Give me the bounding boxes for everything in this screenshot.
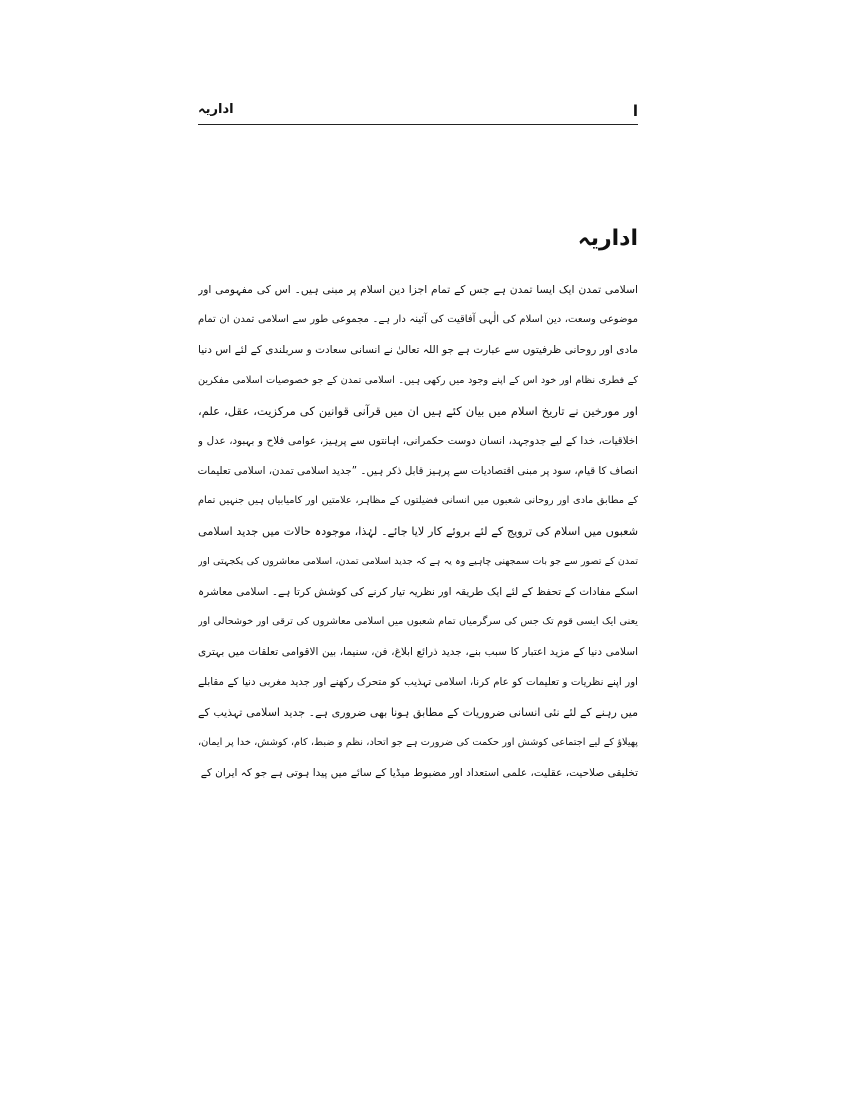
body-line: کے مطابق مادی اور روحانی شعبوں میں انسانی فضیلتوں کے مظاہر، علامتیں اور کامیابیاں ہیں جنہیں تمام: [198, 495, 638, 507]
page-number: ا: [632, 102, 638, 120]
article-title: اداریہ: [577, 226, 638, 251]
running-header: [198, 100, 638, 125]
body-line: پھیلاؤ کے لیے اجتماعی کوشش اور حکمت کی ضرورت ہے جو اتحاد، نظم و ضبط، کام، کوشش، خدا پر ایمان،: [198, 736, 638, 748]
body-line: موضوعی وسعت، دین اسلام کی الٰہی آفاقیت کی آئینہ دار ہے۔ مجموعی طور سے اسلامی تمدن ان تمام: [198, 314, 638, 326]
body-line: اور اپنے نظریات و تعلیمات کو عام کرنا، اسلامی تہذیب کو متحرک رکھنے اور جدید مغربی دنیا کے مقابلے: [198, 676, 638, 689]
running-header-title: اداریہ: [198, 102, 234, 117]
body-line: اور مورخین نے تاریخ اسلام میں بیان کئے ہیں ان میں قرآنی قوانین کی مرکزیت، عقل، علم،: [198, 403, 638, 418]
body-line: اخلاقیات، خدا کے لیے جدوجہد، انسان دوست حکمرانی، اہانتوں سے پرہیز، عوامی فلاح و بہبود، عدل و: [198, 434, 638, 447]
body-line: یعنی ایک ایسی قوم تک جس کی سرگرمیاں تمام شعبوں میں اسلامی معاشروں کی ترقی اور خوشحالی اور: [198, 616, 638, 628]
body-line: انصاف کا قیام، سود پر مبنی اقتصادیات سے پرہیز قابل ذکر ہیں۔ ”جدید اسلامی تمدن، اسلامی تعلیمات: [198, 465, 638, 478]
body-line: اسلامی تمدن ایک ایسا تمدن ہے جس کے تمام اجزا دین اسلام پر مبنی ہیں۔ اس کی مفہومی اور: [198, 283, 638, 296]
body-line: شعبوں میں اسلام کی ترویج کے لئے بروئے کار لایا جائے۔ لہٰذا، موجودہ حالات میں جدید اسلامی: [198, 524, 638, 538]
article-body: [198, 275, 638, 788]
body-line: تخلیقی صلاحیت، عقلیت، علمی استعداد اور مضبوط میڈیا کے سائے میں پیدا ہوتی ہے جو کہ ایران کے: [200, 767, 638, 779]
body-line: میں رہنے کے لئے نئی انسانی ضروریات کے مطابق ہونا بھی ضروری ہے۔ جدید اسلامی تہذیب کے: [198, 705, 638, 719]
body-line: اسلامی دنیا کے مزید اعتبار کا سبب بنے، جدید ذرائع ابلاغ، فن، سنیما، بین الاقوامی تعلقات میں بہتری: [198, 646, 638, 659]
body-line: مادی اور روحانی ظرفیتوں سے عبارت ہے جو اللہ تعالیٰ نے انسانی سعادت و سربلندی کے لئے اس دنیا: [198, 344, 638, 357]
body-line: کے فطری نظام اور خود اس کے اپنے وجود میں رکھی ہیں۔ اسلامی تمدن کے جو خصوصیات اسلامی مفکرین: [198, 374, 638, 386]
body-line: تمدن کے تصور سے جو بات سمجھنی چاہیے وہ یہ ہے کہ جدید اسلامی تمدن، اسلامی معاشروں کی یکجہتی اور: [198, 555, 638, 567]
body-line: اسکے مفادات کے تحفظ کے لئے ایک طریقہ اور نظریہ تیار کرنے کی کوشش کرتا ہے۔ اسلامی معاشرہ: [198, 585, 638, 598]
